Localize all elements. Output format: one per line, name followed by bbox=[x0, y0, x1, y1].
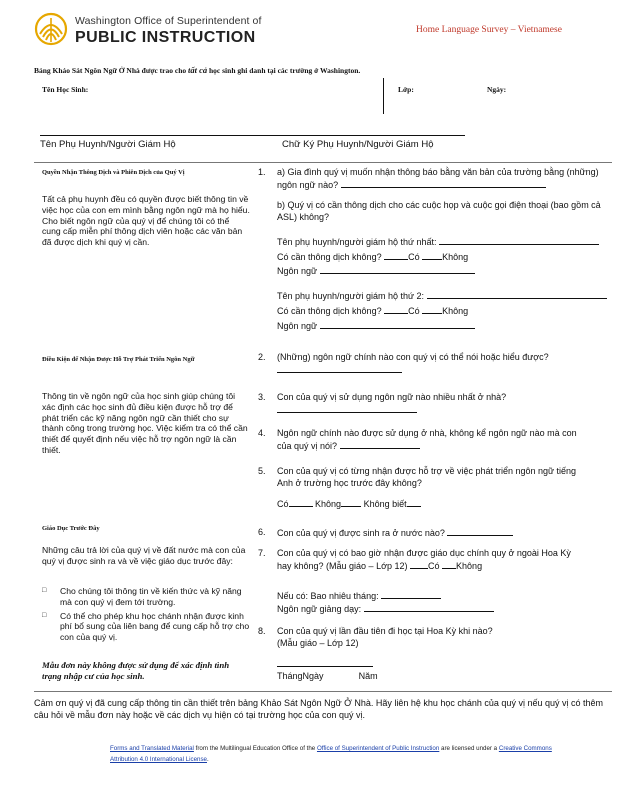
field-divider bbox=[383, 78, 384, 114]
question-number: 7. bbox=[258, 548, 266, 558]
form-intro bbox=[34, 65, 360, 75]
guardian2-language-input[interactable] bbox=[320, 320, 475, 329]
student-name-field[interactable]: Tên Học Sinh: bbox=[42, 85, 89, 94]
question-1a-text: a) Gia đình quý vị muốn nhận thông báo bằng văn bản của trường bằng (những) ngôn ngữ nào? bbox=[277, 167, 599, 190]
yes-label: Có bbox=[408, 306, 420, 316]
answer-6-input[interactable] bbox=[447, 527, 513, 536]
q5-no-label: Không bbox=[315, 499, 342, 509]
question-2 bbox=[277, 352, 567, 376]
q7-months-input[interactable] bbox=[381, 590, 441, 599]
license-text bbox=[110, 743, 580, 765]
question-number: 2. bbox=[258, 352, 266, 362]
org-name-line2: PUBLIC INSTRUCTION bbox=[75, 29, 256, 46]
license-text-1: from the Multilingual Education Office of the bbox=[195, 745, 316, 752]
language-label: Ngôn ngữ bbox=[277, 266, 318, 276]
question-5-options bbox=[277, 498, 617, 511]
question-3-text: Con của quý vị sử dụng ngôn ngữ nào nhiều nhất ở nhà? bbox=[277, 392, 507, 402]
question-4 bbox=[277, 428, 577, 452]
q7-yes-label: Có bbox=[428, 560, 440, 571]
question-8-sub: (Mẫu giáo – Lớp 12) bbox=[277, 638, 359, 648]
signature-line bbox=[40, 135, 465, 136]
immigration-note: Mẫu đơn này không được sử dụng để xác định tình trạng nhập cư của học sinh. bbox=[42, 660, 230, 681]
forms-link[interactable]: Forms and Translated Material bbox=[110, 745, 194, 752]
question-7 bbox=[277, 548, 577, 572]
divider-bottom bbox=[34, 691, 612, 692]
q7-no-label: Không bbox=[456, 560, 483, 571]
question-6-text: Con của quý vị được sinh ra ở nước nào? bbox=[277, 528, 445, 538]
language-label: Ngôn ngữ bbox=[277, 321, 318, 331]
guardian1-language-row bbox=[277, 265, 617, 278]
prior-education-bullets bbox=[42, 586, 252, 646]
thank-you-note: Cảm ơn quý vị đã cung cấp thông tin cần thiết trên bảng Khảo Sát Ngôn Ngữ Ở Nhà. Hãy liên hệ khu học chánh của quý vị nếu quý vị có thêm câu hỏi về mẫu đơn này hoặc về các dịch vụ hiện có tại trường học của con quý vị. bbox=[34, 698, 603, 720]
cc-license-link[interactable]: Creative Commons Attribution 4.0 International License bbox=[110, 745, 552, 763]
guardian1-name-row bbox=[277, 236, 617, 249]
guardian1-language-input[interactable] bbox=[320, 265, 475, 274]
q7-language-label: Ngôn ngữ giảng dạy: bbox=[277, 604, 362, 614]
guardian1-no-input[interactable] bbox=[422, 251, 442, 260]
question-1a bbox=[277, 167, 617, 191]
guardian1-interp-row bbox=[277, 251, 617, 264]
question-4-text: Ngôn ngữ chính nào được sử dụng ở nhà, không kể ngôn ngữ nào mà con của quý vị nói? bbox=[277, 428, 577, 451]
question-number: 3. bbox=[258, 392, 266, 402]
q5-yes-input[interactable] bbox=[289, 498, 313, 507]
question-number: 8. bbox=[258, 626, 266, 636]
section-body-interpretation: Tất cả phụ huynh đều có quyền được biết thông tin về việc học của con em mình bằng ngôn ngữ mà họ hiểu. Cho biết ngôn ngữ của quý vị để chúng tôi có thể cung cấp miễn phí thông dịch viên hoặc các văn bản đã được dịch khi quý vị cần. bbox=[42, 194, 250, 248]
org-name-line1: Washington Office of Superintendent of bbox=[75, 15, 262, 27]
question-8-text: Con của quý vị lần đầu tiên đi học tại Hoa Kỳ khi nào? bbox=[277, 626, 493, 636]
guardian2-yes-input[interactable] bbox=[384, 305, 408, 314]
q8-date-input[interactable] bbox=[277, 666, 373, 667]
form-intro-suffix: học sinh ghi danh tại các trường ở Washington. bbox=[209, 66, 361, 75]
question-number: 5. bbox=[258, 466, 266, 476]
question-number: 6. bbox=[258, 527, 266, 537]
question-7-text: Con của quý vị có bao giờ nhận được giáo dục chính quy ở ngoài Hoa Kỳ hay không? (Mẫu giáo – Lớp 12) bbox=[277, 548, 571, 571]
q5-yes-label: Có bbox=[277, 499, 289, 509]
no-label: Không bbox=[442, 252, 469, 262]
no-label: Không bbox=[442, 306, 469, 316]
section-heading-prior-education: Giáo Dục Trước Đây bbox=[42, 525, 100, 532]
question-3 bbox=[277, 392, 577, 416]
section-heading-interpretation: Quyền Nhận Thông Dịch và Phiên Dịch của Quý Vị bbox=[42, 169, 185, 176]
section-body-eligibility: Thông tin về ngôn ngữ của học sinh giúp chúng tôi xác định các học sinh đủ điều kiện được hỗ trợ để phát triển các kỹ năng ngôn ngữ cần thiết cho sự thành công trong trường học. Việc kiểm tra có thể cần thiết để quyết định nếu việc hỗ trợ ngôn ngữ là cần thiết. bbox=[42, 391, 248, 455]
q7-no-input[interactable] bbox=[442, 560, 456, 569]
form-intro-prefix: Bảng Khảo Sát Ngôn Ngữ Ở Nhà được trao cho bbox=[34, 66, 187, 75]
section-heading-eligibility: Điều Kiện để Nhận Được Hỗ Trợ Phát Triển Ngôn Ngữ bbox=[42, 356, 195, 363]
question-7-language-row bbox=[277, 603, 617, 616]
ospi-logo-icon bbox=[34, 12, 68, 46]
question-5 bbox=[277, 466, 577, 489]
q7-language-input[interactable] bbox=[364, 603, 494, 612]
yes-label: Có bbox=[408, 252, 420, 262]
list-item bbox=[42, 586, 252, 608]
q5-unknown-label: Không biết bbox=[363, 499, 407, 509]
guardian1-name-label: Tên phụ huynh/người giám hộ thứ nhất: bbox=[277, 237, 437, 247]
q7-yes-input[interactable] bbox=[410, 560, 428, 569]
question-number: 1. bbox=[258, 167, 266, 177]
divider-top bbox=[34, 162, 612, 163]
need-interp-label: Có cần thông dịch không? bbox=[277, 306, 382, 316]
q8-month-label: Tháng bbox=[277, 671, 303, 681]
guardian2-name-row bbox=[277, 290, 617, 303]
answer-3-input[interactable] bbox=[277, 404, 417, 413]
question-7-months-row bbox=[277, 590, 617, 603]
question-5-text: Con của quý vị có từng nhận được hỗ trợ về việc phát triển ngôn ngữ tiếng Anh ở trường học trước đây không? bbox=[277, 466, 577, 488]
list-item bbox=[42, 611, 252, 643]
q5-unknown-input[interactable] bbox=[407, 498, 421, 507]
q8-year-label: Năm bbox=[358, 671, 378, 681]
section-body-prior-education: Những câu trả lời của quý vị về đất nước mà con của quý vị được sinh ra và về việc giáo dục trước đây: bbox=[42, 545, 246, 566]
guardian2-name-input[interactable] bbox=[427, 290, 607, 299]
bullet-icon: □ bbox=[42, 611, 47, 619]
guardian2-name-label: Tên phụ huynh/người giám hộ thứ 2: bbox=[277, 291, 425, 301]
form-intro-emphasis: tất cả bbox=[188, 65, 208, 75]
q8-day-label: Ngày bbox=[302, 671, 324, 681]
guardian1-name-input[interactable] bbox=[439, 236, 599, 245]
parent-signature-label: Chữ Ký Phụ Huynh/Người Giám Hộ bbox=[282, 139, 434, 150]
guardian2-no-input[interactable] bbox=[422, 305, 442, 314]
question-6 bbox=[277, 527, 617, 540]
date-field[interactable]: Ngày: bbox=[487, 85, 507, 94]
bullet-icon: □ bbox=[42, 587, 47, 594]
license-end: . bbox=[207, 756, 209, 763]
answer-1a-input[interactable] bbox=[341, 179, 546, 188]
grade-field[interactable]: Lớp: bbox=[398, 85, 414, 94]
survey-title: Home Language Survey – Vietnamese bbox=[416, 25, 562, 35]
bullet-text: Có thể cho phép khu học chánh nhận được kinh phí bổ sung của liên bang để cung cấp hỗ trợ cho con của quý vị. bbox=[60, 610, 250, 643]
guardian2-interp-row bbox=[277, 305, 617, 318]
question-2-text: (Những) ngôn ngữ chính nào con quý vị có thể nói hoặc hiểu được? bbox=[277, 352, 549, 362]
question-number: 4. bbox=[258, 428, 266, 438]
bullet-text: Cho chúng tôi thông tin về kiến thức và kỹ năng mà con quý vị đem tới trường. bbox=[60, 586, 242, 607]
question-1b-text: b) Quý vị có cần thông dịch cho các cuộc họp và cuộc gọi điện thoại (bao gồm cả ASL) không? bbox=[277, 200, 601, 222]
ospi-link[interactable]: Office of Superintendent of Public Instruction bbox=[316, 745, 440, 752]
answer-4-input[interactable] bbox=[340, 440, 420, 449]
guardian2-language-row bbox=[277, 320, 617, 333]
license-text-2: are licensed under a bbox=[441, 745, 498, 752]
parent-name-label: Tên Phụ Huynh/Người Giám Hộ bbox=[40, 139, 176, 150]
q5-no-input[interactable] bbox=[341, 498, 361, 507]
q8-date-labels bbox=[277, 671, 477, 683]
guardian1-yes-input[interactable] bbox=[384, 251, 408, 260]
q7-months-label: Nếu có: Bao nhiêu tháng: bbox=[277, 591, 379, 601]
need-interp-label: Có cần thông dịch không? bbox=[277, 252, 382, 262]
answer-2-input[interactable] bbox=[277, 364, 402, 373]
